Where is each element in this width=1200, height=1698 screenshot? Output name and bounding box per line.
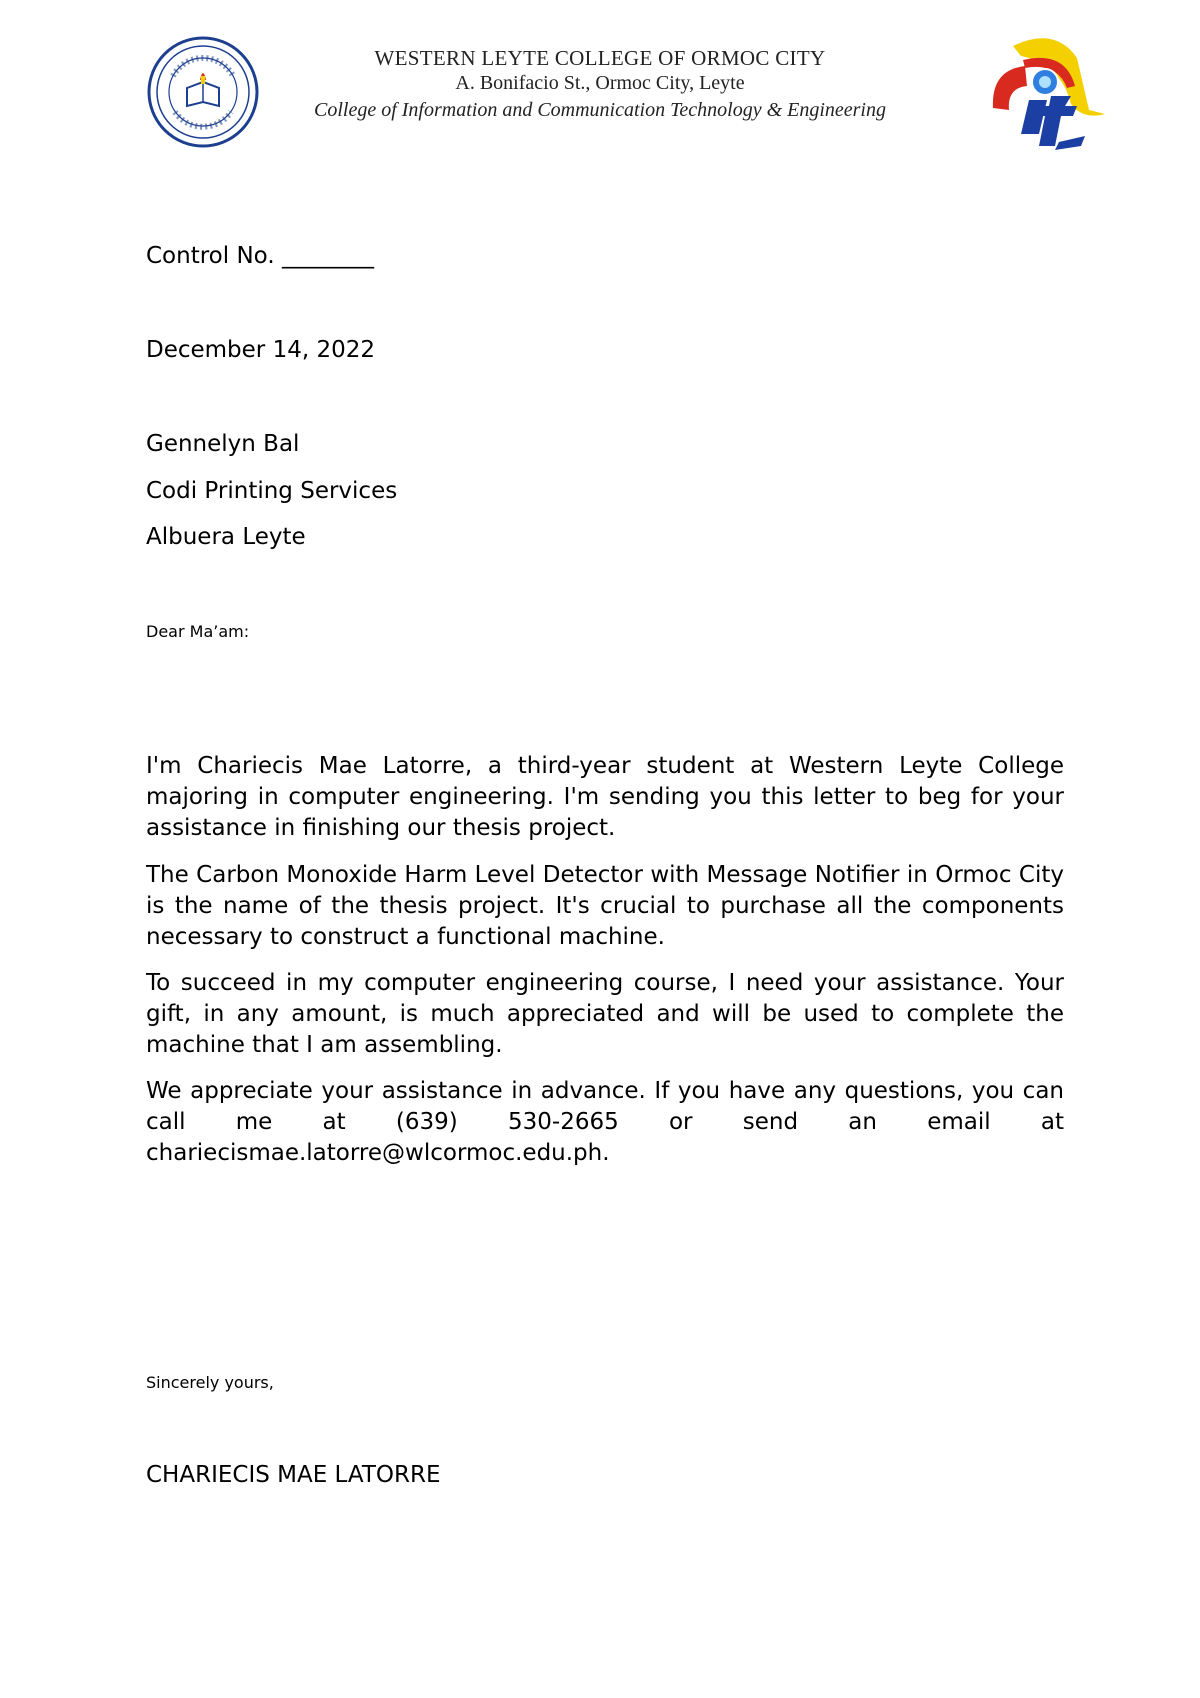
letter-date: December 14, 2022 (146, 337, 376, 363)
closing: Sincerely yours, (146, 1373, 274, 1392)
recipient-name: Gennelyn Bal (146, 431, 300, 457)
control-number: Control No. ________ (146, 243, 374, 269)
recipient-location: Albuera Leyte (146, 524, 306, 550)
body-paragraph-4: We appreciate your assistance in advance. If you have any questions, you can call me at (639) 530-2665 or send an email at chariecismae.latorre@wlcormoc.edu.ph. (146, 1078, 1064, 1166)
salutation: Dear Ma’am: (146, 622, 250, 641)
body-paragraph-2: The Carbon Monoxide Harm Level Detector with Message Notifier in Ormoc City is the name of the thesis project. It's crucial to purchase all the components necessary to construct a functional machine. (146, 862, 1064, 950)
recipient-company: Codi Printing Services (146, 478, 398, 504)
ict-logo-icon (985, 30, 1113, 160)
department-name: College of Information and Communication Technology & Engineering (314, 99, 886, 121)
signatory-name: CHARIECIS MAE LATORRE (146, 1462, 441, 1488)
body-paragraph-3: To succeed in my computer engineering course, I need your assistance. Your gift, in any amount, is much appreciated and will be used to complete the machine that I am assembling. (146, 970, 1064, 1058)
institution-address: A. Bonifacio St., Ormoc City, Leyte (455, 72, 745, 94)
institution-name: WESTERN LEYTE COLLEGE OF ORMOC CITY (374, 46, 826, 70)
body-paragraph-1: I'm Chariecis Mae Latorre, a third-year student at Western Leyte College majoring in computer engineering. I'm sending you this letter to beg for your assistance in finishing our thesis project. (146, 753, 1064, 841)
